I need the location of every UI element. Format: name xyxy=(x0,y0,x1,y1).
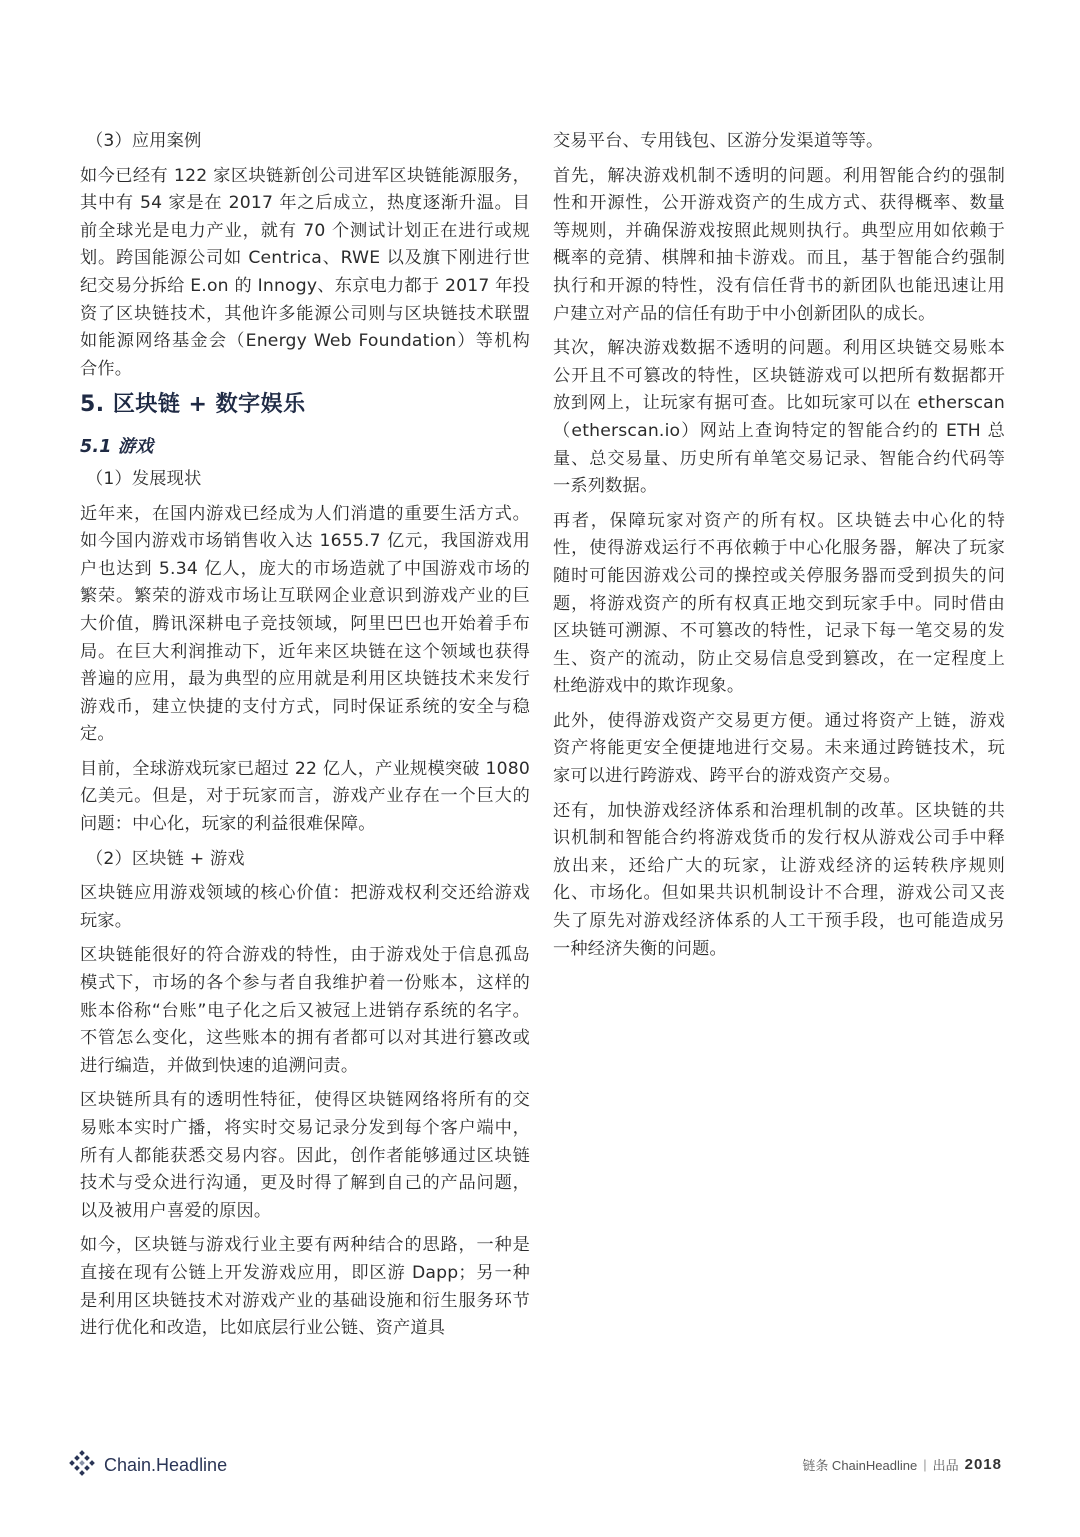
section-heading: 5. 区块链 + 数字娱乐 xyxy=(80,392,306,418)
paragraph: 此外，使得游戏资产交易更方便。通过将资产上链，游戏资产将能更安全便捷地进行交易。未来通过跨链技术，玩家可以进行跨游戏、跨平台的游戏资产交易。 xyxy=(553,710,1005,787)
left-column xyxy=(80,128,530,1350)
section-application-cases: （3）应用案例 xyxy=(86,131,202,151)
paragraph: 如今已经有 122 家区块链新创公司进军区块链能源服务，其中有 54 家是在 2017 年之后成立，热度逐渐升温。目前全球光是电力产业，就有 70 个测试计划正在进行或规划。跨国能源公司如 Centrica、RWE 以及旗下刚进行世纪交易分拆给 E.on 的 Innogy、东京电力都于 2017 年投资了区块链技术，其他许多能源公司则与区块链技术联盟如能源网络基金会（Energy Web Foundation）等机构合作。 xyxy=(80,165,530,379)
paragraph: 其次，解决游戏数据不透明的问题。利用区块链交易账本公开且不可篡改的特性，区块链游戏可以把所有数据都开放到网上，让玩家有据可查。比如玩家可以在 etherscan（etherscan.io）网站上查询特定的智能合约的 ETH 总量、总交易量、历史所有单笔交易记录、智能合约代码等一系列数据。 xyxy=(553,338,1005,497)
paragraph: 近年来，在国内游戏已经成为人们消遣的重要生活方式。如今国内游戏市场销售收入达 1655.7 亿元，我国游戏用户也达到 5.34 亿人，庞大的市场造就了中国游戏市场的繁荣。繁荣的游戏市场让互联网企业意识到游戏产业的巨大价值，腾讯深耕电子竞技领域，阿里巴巴也开始着手布局。在巨大利润推动下，近年来区块链在这个领域也获得普遍的应用，最为典型的应用就是利用区块链技术来发行游戏币，建立快捷的支付方式，同时保证系统的安全与稳定。 xyxy=(80,503,530,745)
paragraph: 交易平台、专用钱包、区游分发渠道等等。 xyxy=(553,131,884,151)
subsection-heading: 5.1 游戏 xyxy=(80,437,154,458)
footer-separator: | xyxy=(923,1457,927,1472)
paragraph: 目前，全球游戏玩家已超过 22 亿人，产业规模突破 1080 亿美元。但是，对于玩家而言，游戏产业存在一个巨大的问题：中心化，玩家的利益很难保障。 xyxy=(80,758,530,835)
paragraph: 区块链能很好的符合游戏的特性，由于游戏处于信息孤岛模式下，市场的各个参与者自我维护着一份账本，这样的账本俗称“台账”电子化之后又被冠上进销存系统的名字。不管怎么变化，这些账本的拥有者都可以对其进行篡改或进行编造，并做到快速的追溯问责。 xyxy=(80,945,530,1076)
footer-credit xyxy=(802,1455,1002,1474)
right-column xyxy=(553,128,1005,970)
footer-logo xyxy=(68,1452,227,1478)
paragraph: 再者，保障玩家对资产的所有权。区块链去中心化的特性，使得游戏运行不再依赖于中心化服务器，解决了玩家随时可能因游戏公司的操控或关停服务器而受到损失的问题，将游戏资产的所有权真正地交到玩家手中。同时借由区块链可溯源、不可篡改的特性，记录下每一笔交易的发生、资产的流动，防止交易信息受到篡改，在一定程度上杜绝游戏中的欺诈现象。 xyxy=(553,510,1005,697)
publisher-label: 链条 ChainHeadline xyxy=(802,1458,918,1473)
paragraph: 首先，解决游戏机制不透明的问题。利用智能合约的强制性和开源性，公开游戏资产的生成方式、获得概率、数量等规则，并确保游戏按照此规则执行。典型应用如依赖于概率的竞猜、棋牌和抽卡游戏。而且，基于智能合约强制执行和开源的特性，没有信任背书的新团队也能迅速让用户建立对产品的信任有助于中小创新团队的成长。 xyxy=(553,165,1005,324)
paragraph: 区块链应用游戏领域的核心价值：把游戏权利交还给游戏玩家。 xyxy=(80,883,530,931)
section-development-status: （1）发展现状 xyxy=(86,468,202,489)
paragraph: 区块链所具有的透明性特征，使得区块链网络将所有的交易账本实时广播，将实时交易记录分发到每个客户端中，所有人都能获悉交易内容。因此，创作者能够通过区块链技术与受众进行沟通，更及时得了解到自己的产品问题，以及被用户喜爱的原因。 xyxy=(80,1090,530,1221)
logo-text: Chain.Headline xyxy=(104,1454,228,1475)
section-blockchain-game: （2）区块链 + 游戏 xyxy=(86,848,245,869)
diamond-grid-icon xyxy=(68,1450,96,1480)
paragraph: 如今，区块链与游戏行业主要有两种结合的思路，一种是直接在现有公链上开发游戏应用，即区游 Dapp；另一种是利用区块链技术对游戏产业的基础设施和衍生服务环节进行优化和改造，比如底层行业公链、资产道具 xyxy=(80,1235,530,1339)
year-label: 2018 xyxy=(964,1456,1002,1473)
paragraph: 还有，加快游戏经济体系和治理机制的改革。区块链的共识机制和智能合约将游戏货币的发行权从游戏公司手中释放出来，还给广大的玩家，让游戏经济的运转秩序规则化、市场化。但如果共识机制设计不合理，游戏公司又丧失了原先对游戏经济体系的人工干预手段，也可能造成另一种经济失衡的问题。 xyxy=(553,800,1005,959)
produced-label: 出品 xyxy=(932,1458,959,1473)
